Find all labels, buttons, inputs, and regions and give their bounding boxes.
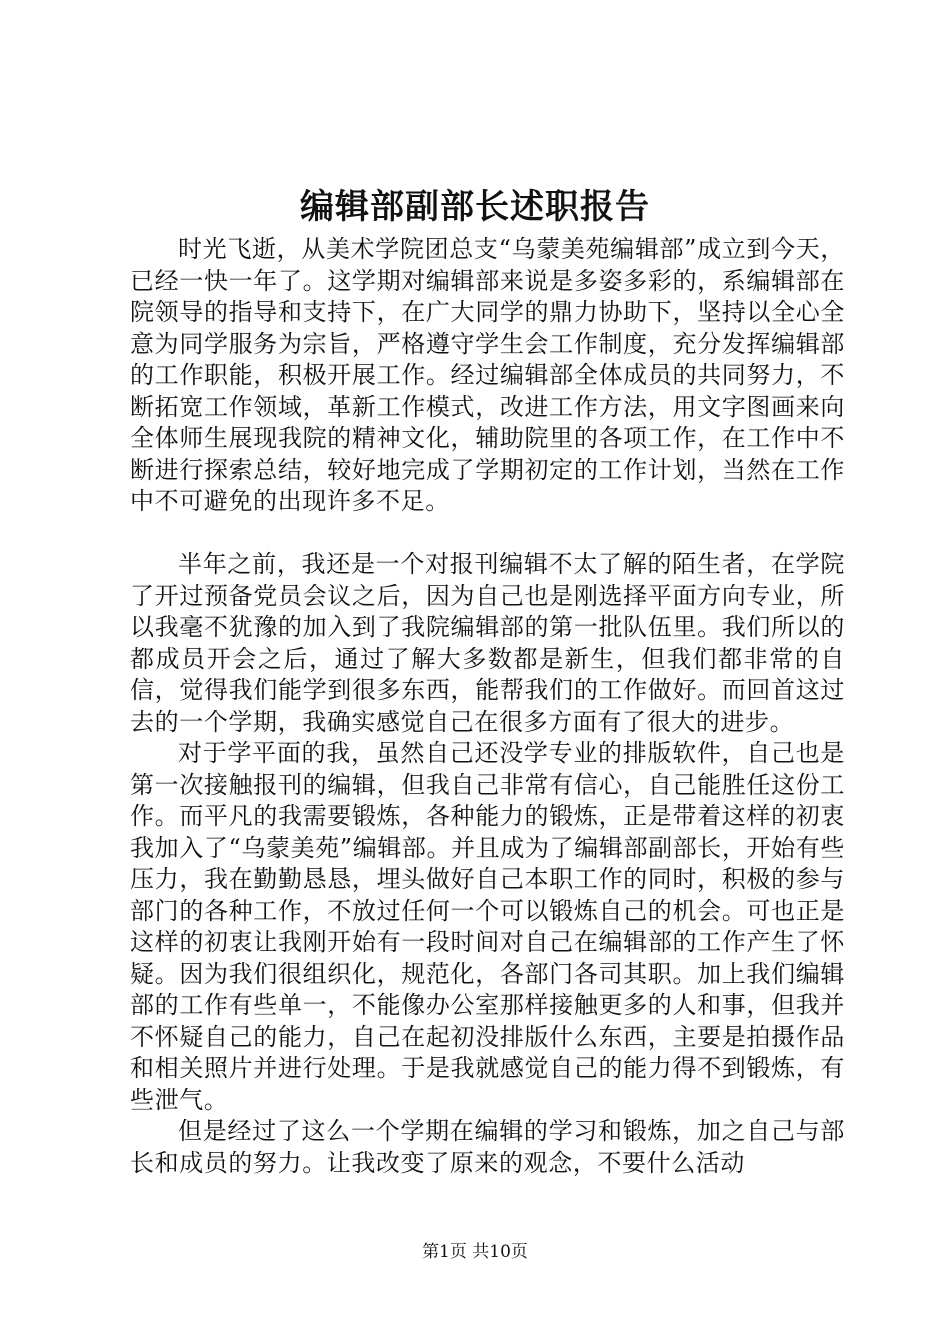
paragraph-4: 但是经过了这么一个学期在编辑的学习和锻炼，加之自己与部长和成员的努力。让我改变了原来的观念，不要什么活动 — [130, 1117, 845, 1177]
document-body — [130, 234, 845, 1179]
paragraph-2: 半年之前，我还是一个对报刊编辑不太了解的陌生者，在学院了开过预备党员会议之后，因为自己也是刚选择平面方向专业，所以我毫不犹豫的加入到了我院编辑部的第一批队伍里。我们所以的都成员开会之后，通过了解大多数都是新生，但我们都非常的自信，觉得我们能学到很多东西，能帮我们的工作做好。而回首这过去的一个学期，我确实感觉自己在很多方面有了很大的进步。 — [130, 550, 845, 736]
page-number-footer: 第1页 共10页 — [422, 1242, 528, 1262]
document-title: 编辑部副部长述职报告 — [300, 187, 650, 227]
paragraph-3: 对于学平面的我，虽然自己还没学专业的排版软件，自己也是第一次接触报刊的编辑，但我自己非常有信心，自己能胜任这份工作。而平凡的我需要锻炼，各种能力的锻炼，正是带着这样的初衷我加入了“乌蒙美苑”编辑部。并且成为了编辑部副部长，开始有些压力，我在勤勤恳恳，埋头做好自己本职工作的同时，积极的参与部门的各种工作，不放过任何一个可以锻炼自己的机会。可也正是这样的初衷让我刚开始有一段时间对自己在编辑部的工作产生了怀疑。因为我们很组织化，规范化，各部门各司其职。加上我们编辑部的工作有些单一，不能像办公室那样接触更多的人和事，但我并不怀疑自己的能力，自己在起初没排版什么东西，主要是拍摄作品和相关照片并进行处理。于是我就感觉自己的能力得不到锻炼，有些泄气。 — [130, 739, 845, 1114]
paragraph-1: 时光飞逝，从美术学院团总支“乌蒙美苑编辑部”成立到今天，已经一快一年了。这学期对编辑部来说是多姿多彩的，系编辑部在院领导的指导和支持下，在广大同学的鼎力协助下，坚持以全心全意为同学服务为宗旨，严格遵守学生会工作制度，充分发挥编辑部的工作职能，积极开展工作。经过编辑部全体成员的共同努力，不断拓宽工作领域，革新工作模式，改进工作方法，用文字图画来向全体师生展现我院的精神文化，辅助院里的各项工作，在工作中不断进行探索总结，较好地完成了学期初定的工作计划，当然在工作中不可避免的出现许多不足。 — [130, 235, 845, 515]
